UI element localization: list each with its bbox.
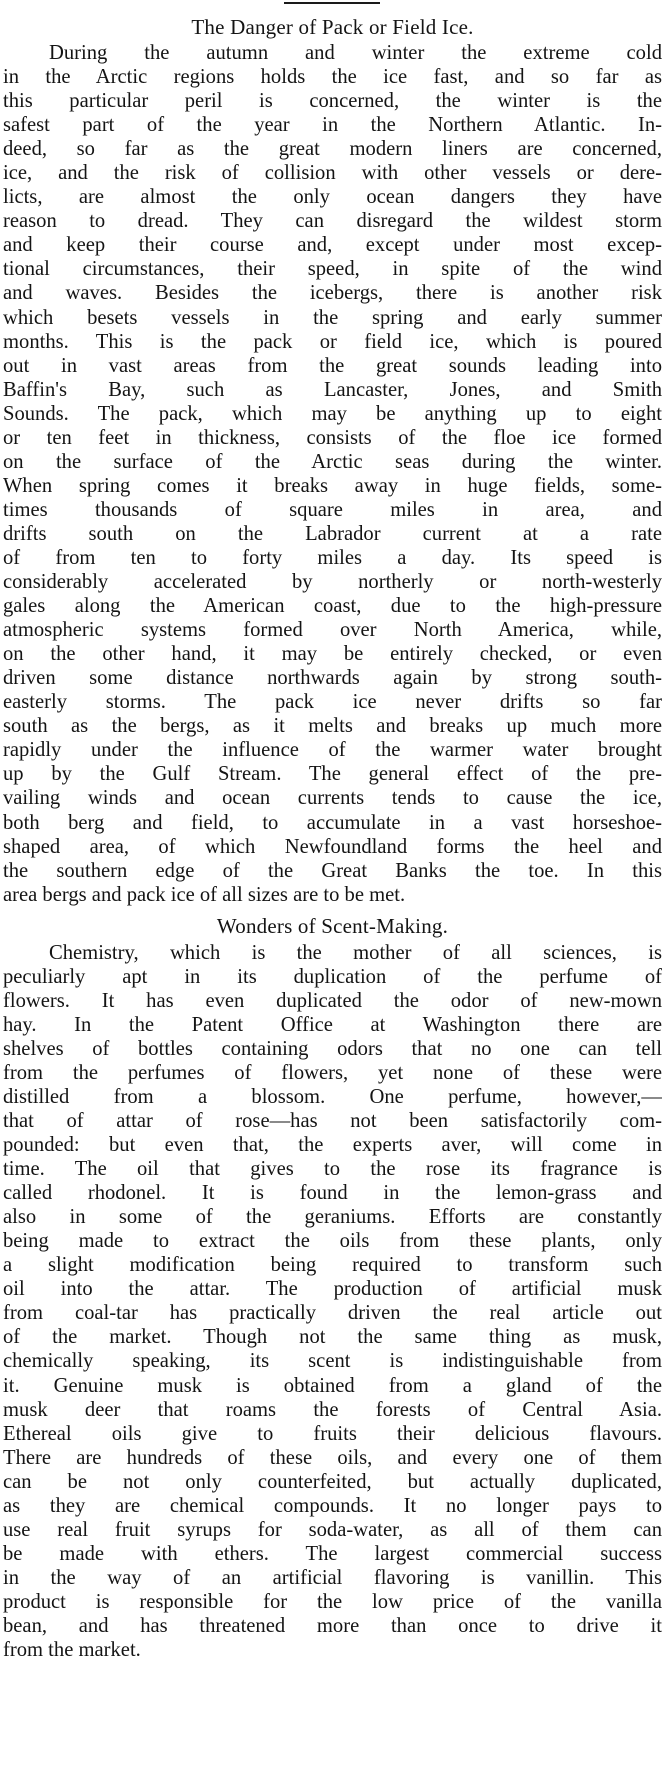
text-line: both berg and field, to accumulate in a vast horseshoe- [3,811,662,834]
text-line: tional circumstances, their speed, in spite of the wind [3,258,662,281]
text-line: called rhodonel. It is found in the lemon-grass and [3,1182,662,1205]
text-line: When spring comes it breaks away in huge fields, some- [3,474,662,497]
text-line: rapidly under the influence of the warmer water brought [3,739,662,762]
text-line: use real fruit syrups for soda-water, as all of them can [3,1518,662,1541]
text-line: as they are chemical compounds. It no longer pays to [3,1494,662,1517]
text-line: from the market. [3,1639,141,1662]
article-title: Wonders of Scent-Making. [216,913,449,938]
text-line: deed, so far as the great modern liners are concerned, [3,138,662,161]
text-line: There are hundreds of these oils, and every one of them [3,1446,662,1469]
column-rule [284,2,380,4]
text-line: chemically speaking, its scent is indistinguishable from [3,1350,662,1373]
text-line: in the Arctic regions holds the ice fast, and so far as [3,66,662,89]
text-line: months. This is the pack or field ice, which is poured [3,330,662,353]
text-line: or ten feet in thickness, consists of the floe ice formed [3,426,662,449]
text-line: Chemistry, which is the mother of all sciences, is [49,941,662,964]
text-line: time. The oil that gives to the rose its fragrance is [3,1158,662,1181]
text-line: which besets vessels in the spring and early summer [3,306,662,329]
text-line: out in vast areas from the great sounds leading into [3,354,662,377]
text-line: flowers. It has even duplicated the odor of new-mown [3,989,662,1012]
text-line: times thousands of square miles in area, and [3,498,662,521]
text-line: gales along the American coast, due to the high-pressure [3,595,662,618]
text-line: atmospheric systems formed over North America, while, [3,619,662,642]
text-line: also in some of the geraniums. Efforts are constantly [3,1206,662,1229]
text-line: considerably accelerated by northerly or north-westerly [3,571,662,594]
text-line: reason to dread. They can disregard the wildest storm [3,210,662,233]
text-line: it. Genuine musk is obtained from a gland of the [3,1374,662,1397]
text-line: from coal-tar has practically driven the real article out [3,1302,662,1325]
text-line: on the other hand, it may be entirely checked, or even [3,643,662,666]
text-line: the southern edge of the Great Banks the toe. In this [3,859,662,882]
text-line: from the perfumes of flowers, yet none of these were [3,1061,662,1084]
text-line: being made to extract the oils from these plants, only [3,1230,662,1253]
text-line: easterly storms. The pack ice never drifts so far [3,691,662,714]
text-line: During the autumn and winter the extreme cold [49,42,662,64]
text-line: on the surface of the Arctic seas during the winter. [3,450,662,473]
text-line: peculiarly apt in its duplication of the perfume of [3,965,662,988]
text-line: and keep their course and, except under most excep- [3,234,662,257]
text-line: ice, and the risk of collision with other vessels or dere- [3,162,662,185]
text-line: licts, are almost the only ocean dangers they have [3,186,662,209]
text-line: driven some distance northwards again by strong south- [3,667,662,690]
text-line: hay. In the Patent Office at Washington there are [3,1013,662,1036]
article-body [3,41,662,907]
text-line: product is responsible for the low price of the vanilla [3,1590,662,1613]
text-line: vailing winds and ocean currents tends to cause the ice, [3,787,662,810]
text-line: of the market. Though not the same thing as musk, [3,1326,662,1349]
text-line: oil into the attar. The production of artificial musk [3,1278,662,1301]
text-line: bean, and has threatened more than once to drive it [3,1615,662,1637]
text-line: this particular peril is concerned, the winter is the [3,90,662,113]
text-line: musk deer that roams the forests of Central Asia. [3,1398,662,1421]
text-line: distilled from a blossom. One perfume, however,— [3,1085,662,1108]
article-title: The Danger of Pack or Field Ice. [191,15,474,39]
text-line: a slight modification being required to transform such [3,1254,662,1277]
text-line: pounded: but even that, the experts aver, will come in [3,1134,662,1157]
text-line: Ethereal oils give to fruits their delicious flavours. [3,1422,662,1445]
text-line: be made with ethers. The largest commercial success [3,1542,662,1565]
text-line: drifts south on the Labrador current at a rate [3,522,662,545]
text-line: shelves of bottles containing odors that no one can tell [3,1037,662,1060]
text-line: Sounds. The pack, which may be anything up to eight [3,402,662,425]
text-line: south as the bergs, as it melts and breaks up much more [3,715,662,738]
article-wonders-of-scent-making [3,913,662,1662]
text-line: can be not only counterfeited, but actually duplicated, [3,1470,662,1493]
text-line: shaped area, of which Newfoundland forms the heel and [3,835,662,858]
text-line: safest part of the year in the Northern Atlantic. In- [3,114,662,137]
article-danger-of-pack-ice [3,14,662,907]
article-body [3,941,662,1662]
text-line: of from ten to forty miles a day. Its speed is [3,546,662,569]
text-line: in the way of an artificial flavoring is vanillin. This [3,1566,662,1589]
text-line: and waves. Besides the icebergs, there is another risk [3,282,662,305]
text-line: that of attar of rose—has not been satisfactorily com- [3,1110,662,1133]
text-line: area bergs and pack ice of all sizes are to be met. [3,883,406,906]
text-line: up by the Gulf Stream. The general effect of the pre- [3,763,662,786]
text-line: Baffin's Bay, such as Lancaster, Jones, and Smith [3,378,662,401]
